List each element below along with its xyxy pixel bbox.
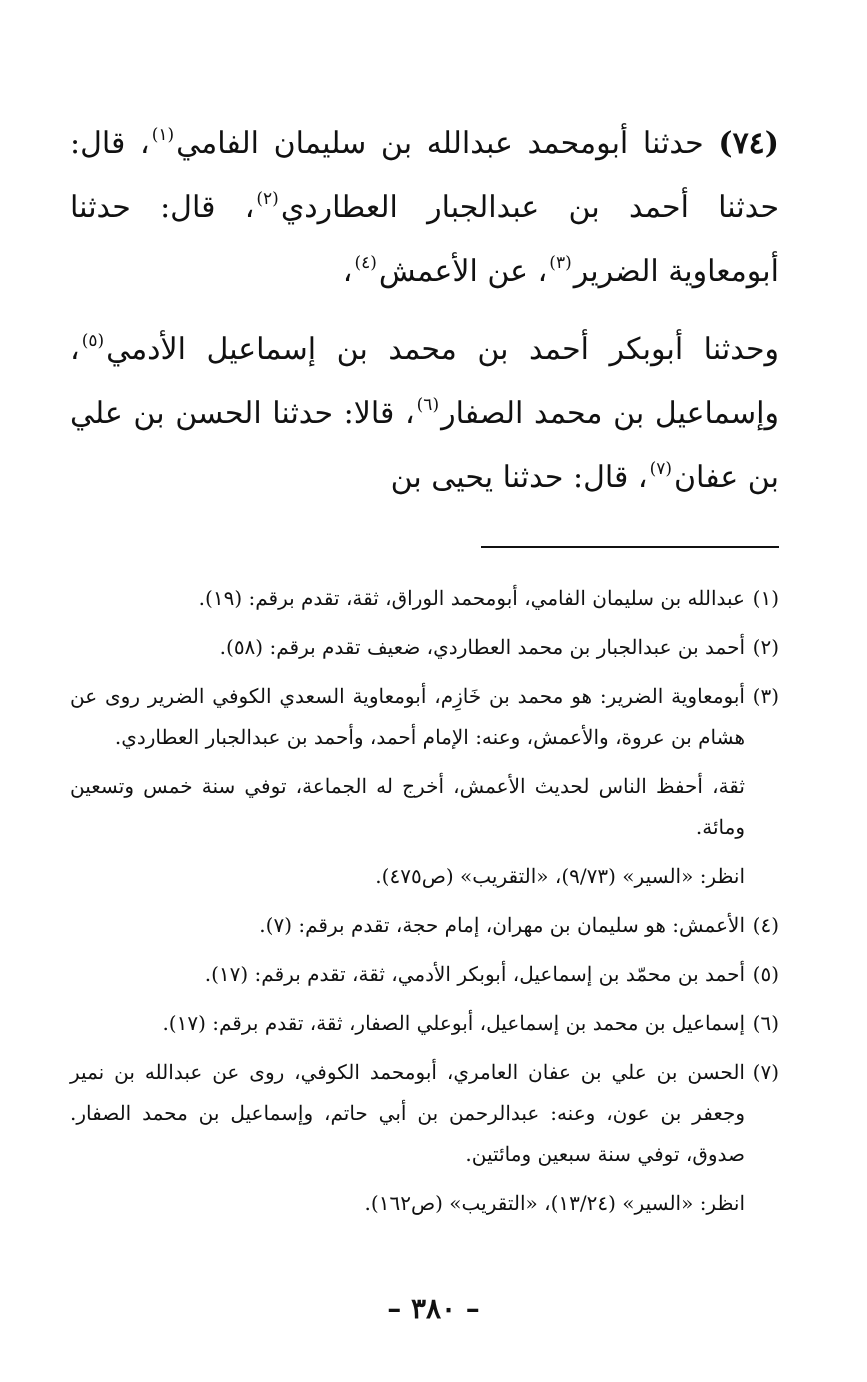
footnote-3-reference: انظر: «السير» (٩/٧٣)، «التقريب» (ص٤٧٥). <box>375 864 745 888</box>
footnote-text: أبومعاوية الضرير: هو محمد بن خَازِم، أبومعاوية السعدي الكوفي الضرير روى عن هشام بن عروة، والأعمش، وعنه: الإمام أحمد، وأحمد بن عبدالجبار العطاردي. <box>70 684 745 749</box>
text-segment: ، قال: حدثنا أبومعاوية الضرير <box>70 190 779 289</box>
footnote-3 <box>70 676 779 758</box>
footnote-ref-3[interactable]: (٣) <box>549 253 572 273</box>
footnote-4 <box>70 905 779 946</box>
footnote-7-reference: انظر: «السير» (١٣/٢٤)، «التقريب» (ص١٦٢). <box>364 1191 745 1215</box>
text-segment: ، وإسماعيل بن محمد الصفار <box>70 332 779 431</box>
footnote-text: الأعمش: هو سليمان بن مهران، إمام حجة، تقدم برقم: (٧). <box>259 913 745 937</box>
hadith-number: (٧٤) <box>718 126 779 161</box>
footnote-number: (٣) <box>752 684 779 708</box>
footnotes <box>70 578 779 1224</box>
footnote-separator <box>481 546 779 548</box>
text-segment: حدثنا أبومحمد عبدالله بن سليمان الفامي <box>176 126 719 161</box>
footnote-7 <box>70 1052 779 1175</box>
footnote-text: إسماعيل بن محمد بن إسماعيل، أبوعلي الصفار، ثقة، تقدم برقم: (١٧). <box>162 1011 745 1035</box>
text-segment: ، <box>342 254 353 289</box>
footnote-ref-1[interactable]: (١) <box>151 125 175 145</box>
footnote-text: عبدالله بن سليمان الفامي، أبومحمد الوراق، ثقة، تقدم برقم: (١٩). <box>198 586 745 610</box>
footnote-number: (٦) <box>752 1011 779 1035</box>
text-segment: ، قالا: حدثنا الحسن بن علي بن عفان <box>70 396 779 495</box>
text-segment: ، عن الأعمش <box>378 254 548 289</box>
footnote-number: (٧) <box>752 1060 779 1084</box>
footnote-ref-7[interactable]: (٧) <box>649 459 673 479</box>
footnote-2 <box>70 627 779 668</box>
main-text <box>70 112 779 510</box>
footnote-number: (٥) <box>752 962 779 986</box>
footnote-number: (١) <box>752 586 779 610</box>
text-segment: وحدثنا أبوبكر أحمد بن محمد بن إسماعيل الأدمي <box>106 332 779 367</box>
footnote-number: (٤) <box>752 913 779 937</box>
footnote-5 <box>70 954 779 995</box>
footnote-ref-5[interactable]: (٥) <box>81 331 105 351</box>
paragraph-second-chain <box>70 318 779 510</box>
paragraph-hadith-74 <box>70 112 779 304</box>
footnote-6 <box>70 1003 779 1044</box>
footnote-3-grading: ثقة، أحفظ الناس لحديث الأعمش، أخرج له الجماعة، توفي سنة خمس وتسعين ومائة. <box>70 774 745 839</box>
footnote-text: أحمد بن عبدالجبار بن محمد العطاردي، ضعيف تقدم برقم: (٥٨). <box>219 635 745 659</box>
footnote-number: (٢) <box>752 635 779 659</box>
footnote-ref-2[interactable]: (٢) <box>256 189 279 209</box>
text-segment: ، قال: حدثنا أحمد بن عبدالجبار العطاردي <box>70 126 779 225</box>
footnote-text: الحسن بن علي بن عفان العامري، أبومحمد الكوفي، روى عن عبدالله بن نمير وجعفر بن عون، وعنه: عبدالرحمن بن أبي حاتم، وإسماعيل بن محمد الصفار. صدوق، توفي سنة سبعين ومائتين. <box>70 1060 745 1166</box>
footnote-1 <box>70 578 779 619</box>
footnote-ref-4[interactable]: (٤) <box>354 253 377 273</box>
footnote-text: أحمد بن محمّد بن إسماعيل، أبوبكر الأدمي، ثقة، تقدم برقم: (١٧). <box>204 962 745 986</box>
footnote-ref-6[interactable]: (٦) <box>416 395 440 415</box>
page-number: – ٣٨٠ – <box>387 1292 480 1325</box>
text-segment: ، قال: حدثنا يحيى بن <box>390 460 648 495</box>
